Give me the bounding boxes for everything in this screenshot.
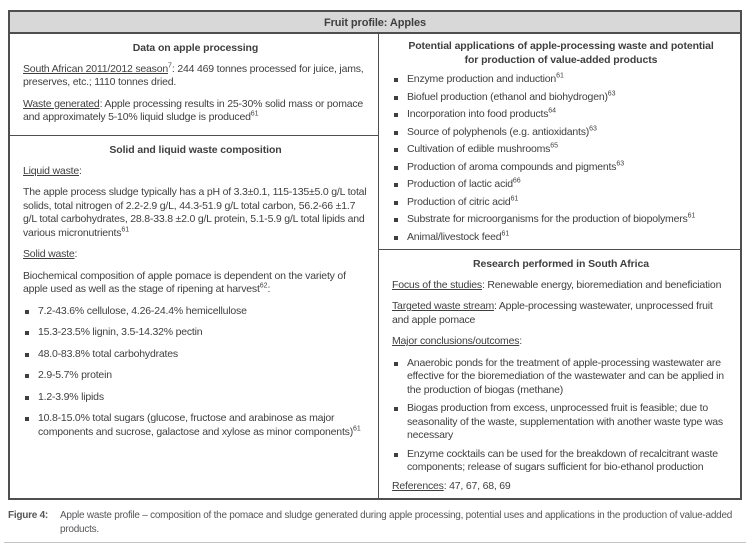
fruit-profile-table — [8, 10, 742, 500]
reference-superscript: 66 — [512, 177, 521, 185]
list-item: Substrate for microorganisms for the production of biopolymers$^{61}$ — [392, 213, 730, 227]
list-item: Incorporation into food products$^{64}$ — [392, 108, 730, 122]
figure-caption-text: Apple waste profile – composition of the pomace and sludge generated during apple processing, potential uses and applications in the production of value-added products. — [60, 510, 733, 535]
season-paragraph: South African 2011/2012 season$^7$: 244 469 tonnes processed for juice, jams, preserves, etc.; 1110 tonnes dried. — [23, 62, 364, 88]
reference-superscript: 61 — [353, 425, 361, 432]
reference-superscript: 61 — [556, 72, 564, 80]
list-item: 2.9-5.7% protein — [23, 369, 368, 383]
reference-superscript: 7 — [168, 62, 172, 69]
list-item: 10.8-15.0% total sugars (glucose, fructose and arabinose as major components and sucrose, galactose and xylose as minor components)$^{61}$ — [23, 412, 368, 439]
section-potential-applications — [379, 34, 740, 250]
reference-superscript: 61 — [250, 110, 259, 118]
list-item: 7.2-43.6% cellulose, 4.26-24.4% hemicellulose — [23, 305, 368, 319]
section-heading-composition: Solid and liquid waste composition — [109, 144, 282, 156]
list-item: Production of aroma compounds and pigments$^{63}$ — [392, 161, 730, 175]
table-body — [10, 34, 740, 498]
list-item: 48.0-83.8% total carbohydrates — [23, 348, 368, 362]
reference-superscript: 65 — [550, 142, 559, 150]
focus-paragraph: Focus of the studies: Renewable energy, bioremediation and beneficiation — [392, 278, 722, 291]
reference-superscript: 63 — [607, 90, 616, 97]
reference-superscript: 63 — [589, 125, 597, 132]
list-item: Biofuel production (ethanol and biohydrogen)$^{63}$ — [392, 91, 730, 105]
left-column — [10, 34, 379, 498]
reference-superscript: 63 — [616, 160, 625, 167]
targeted-waste-paragraph: Targeted waste stream: Apple-processing wastewater, unprocessed fruit and apple pomace — [392, 300, 713, 326]
section-heading-applications: Potential applications of apple-processing waste and potential for production of value-added products — [408, 40, 714, 66]
list-item: Biogas production from excess, unprocessed fruit is feasible; due to seasonality of the waste, supplementation with another waste type was necessary — [392, 402, 730, 443]
liquid-waste-label: Liquid waste: — [23, 164, 82, 177]
figure-caption-label: Figure 4: — [8, 510, 48, 521]
list-item: Animal/livestock feed$^{61}$ — [392, 231, 730, 245]
section-data-on-apple-processing — [10, 34, 378, 136]
list-item: Anaerobic ponds for the treatment of apple-processing wastewater are effective for the bioremediation of the wastewater and can be applied in the production of biogas (methane) — [392, 357, 730, 398]
list-item: Source of polyphenols (e.g. antioxidants)$^{63}$ — [392, 126, 730, 140]
list-item: Enzyme cocktails can be used for the breakdown of recalcitrant waste components; release of sugars sufficient for bio-ethanol production — [392, 448, 730, 475]
reference-superscript: 64 — [548, 107, 557, 115]
research-bullet-list — [392, 357, 730, 475]
liquid-waste-paragraph: The apple process sludge typically has a pH of 3.3±0.1, 115-135±5.0 g/L total solids, total nitrogen of 2.2-2.9 g/L, 44.3-51.9 g/L total carbon, 56.2-66 ±1.7 g/L total carbohydrates, 28.8-33.8 ±2.0 g/L protein, 5.1-5.9 g/L total lipids and various micronutrients$^{61}$ — [23, 186, 367, 239]
outcomes-label: Major conclusions/outcomes: — [392, 335, 522, 347]
section-waste-composition — [10, 136, 378, 498]
figure-caption — [8, 509, 744, 537]
solid-waste-intro: Biochemical composition of apple pomace is dependent on the variety of apple used as well as the stage of ripening at harvest$^{62}$: — [23, 269, 346, 295]
section-heading-research: Research performed in South Africa — [473, 258, 649, 270]
reference-superscript: 61 — [501, 230, 510, 237]
section-research-south-africa — [379, 250, 740, 498]
right-column — [379, 34, 740, 498]
section-heading-processing: Data on apple processing — [132, 42, 259, 54]
list-item: 15.3-23.5% lignin, 3.5-14.32% pectin — [23, 326, 368, 340]
waste-generated-paragraph: Waste generated: Apple processing results in 25-30% solid mass or pomace and approximately 5-10% liquid sludge is produced$^{61}$ — [23, 97, 364, 123]
list-item: Production of citric acid$^{61}$ — [392, 196, 730, 210]
applications-bullet-list — [392, 73, 730, 244]
reference-superscript: 61 — [510, 195, 519, 202]
reference-superscript: 61 — [121, 226, 130, 233]
references-line: References: 47, 67, 68, 69 — [392, 479, 511, 492]
list-item: Enzyme production and induction$^{61}$ — [392, 73, 730, 87]
list-item: Production of lactic acid$^{66}$ — [392, 178, 730, 192]
reference-superscript: 62 — [259, 282, 268, 290]
reference-superscript: 61 — [687, 212, 696, 220]
composition-bullet-list — [23, 305, 368, 440]
table-title: Fruit profile: Apples — [10, 12, 740, 34]
solid-waste-label: Solid waste: — [23, 248, 78, 260]
list-item: 1.2-3.9% lipids — [23, 391, 368, 405]
list-item: Cultivation of edible mushrooms$^{65}$ — [392, 143, 730, 157]
bottom-divider-rule — [4, 542, 746, 543]
